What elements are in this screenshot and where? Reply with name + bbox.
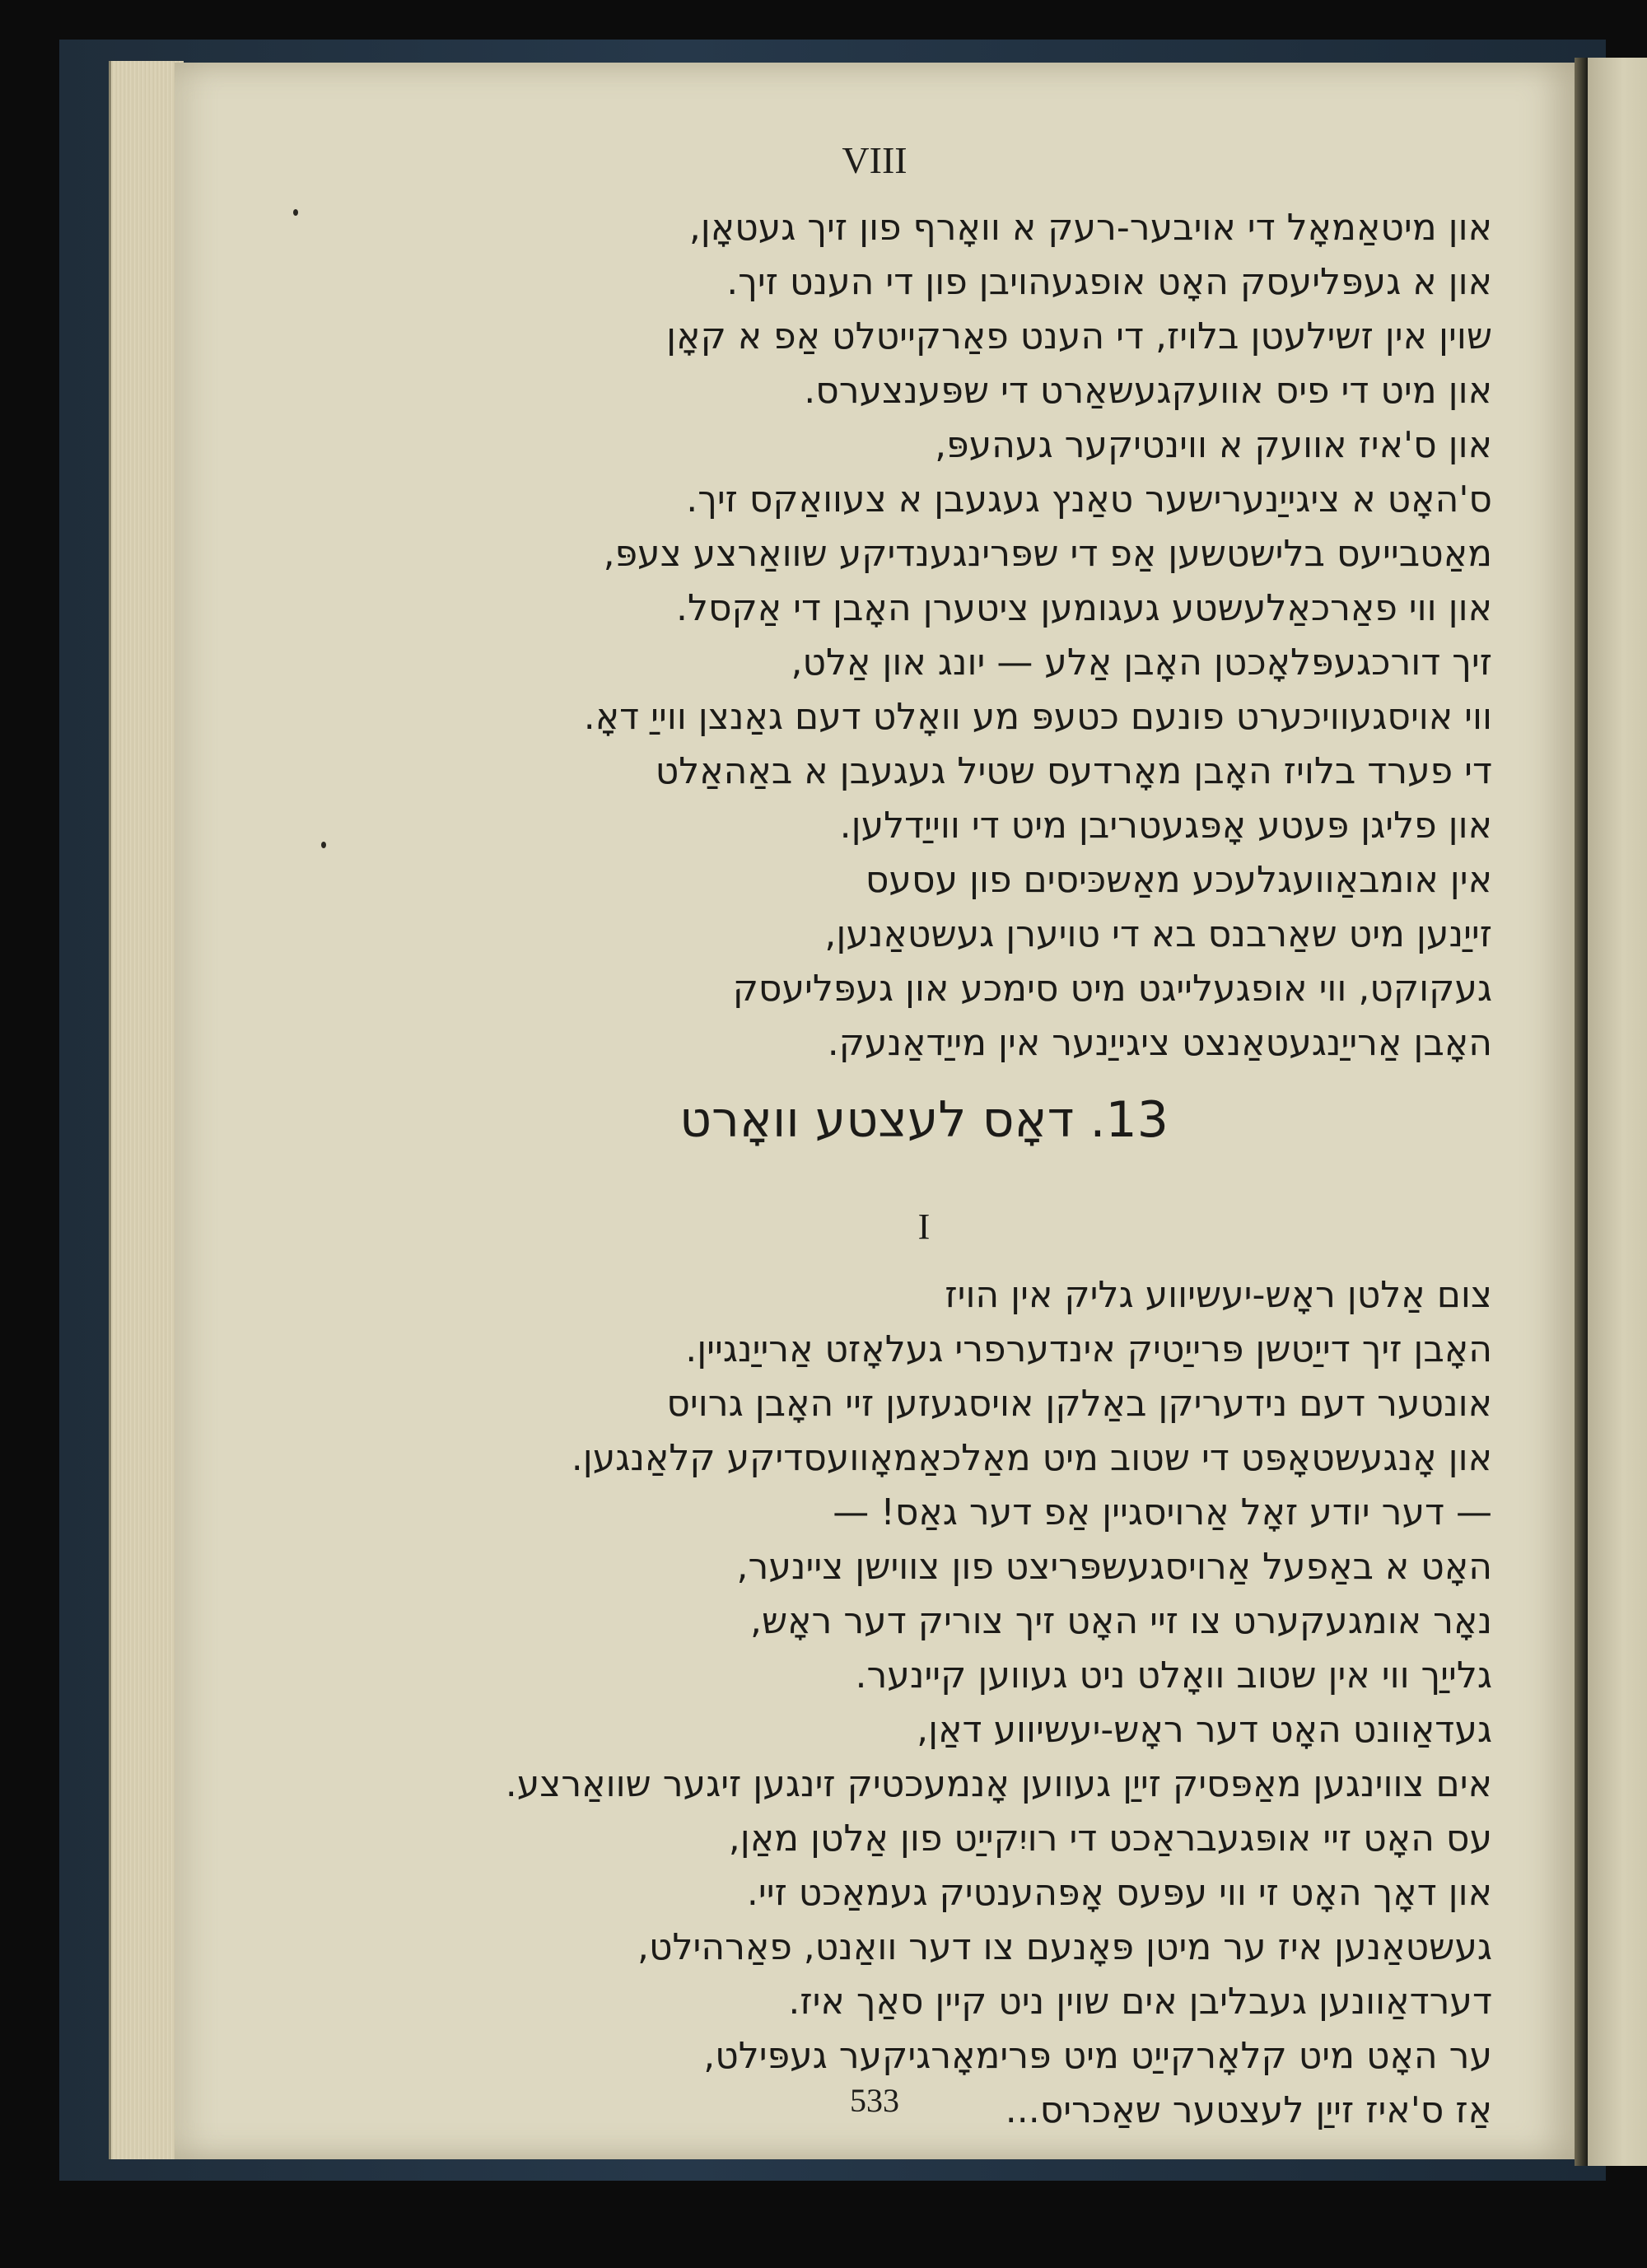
ink-mark xyxy=(293,209,298,216)
poem-line: און מיט די פיס אוועקגעשאַרט די שפּענצערס. xyxy=(804,370,1492,412)
poem-line: האָבן אַרייַנגעטאַנצט ציגייַנער אין מייַדאַנעק. xyxy=(827,1022,1492,1064)
poem-line: די פערד בלויז האָבן מאָרדעס שטיל געגעבן א באַהאַלט xyxy=(655,750,1492,792)
poem-line: — דער יודע זאָל אַרויסגיין אַפ דער גאַס! — xyxy=(833,1491,1492,1533)
poem-line: זיך דורכגעפּלאָכטן האָבן אַלע — יונג און אַלט, xyxy=(791,642,1492,684)
poem-line: און פליגן פּעטע אָפּגעטריבן מיט די ווייַדלען. xyxy=(839,805,1492,847)
poem-line: און ס'איז אוועק א ווינטיקער געהעפּ, xyxy=(935,424,1492,466)
running-head: VIII xyxy=(842,139,907,181)
poem-line: און א געפּליעסק האָט אופגעהויבן פון די הענט זיך. xyxy=(726,261,1492,303)
section-heading-block xyxy=(356,1071,1492,1202)
poem-line: געדאַוונט האָט דער ראָש-יעשיווע דאַן, xyxy=(917,1709,1492,1751)
poem-line: שוין אין זשילעטן בלויז, די הענט פאַרקייטלט אַפ א קאָן xyxy=(666,315,1492,357)
book-page xyxy=(175,63,1575,2159)
text-block xyxy=(356,201,1492,2138)
poem-line: אונטער דעם נידעריקן באַלקן אויסגעזען זיי האָבן גרויס xyxy=(666,1383,1492,1425)
poem-line: און מיטאַמאָל די אויבער-רעק א וואָרף פון זיך געטאָן, xyxy=(688,207,1492,249)
poem-line: מאַטבייעס בלישטשען אַפ די שפּרינגענדיקע שוואַרצע צעפּ, xyxy=(603,533,1492,575)
section-number: I xyxy=(917,1206,931,1247)
poem-line: זייַנען מיט שאַרבנס בא די טויערן געשטאַנען, xyxy=(824,913,1492,955)
section-heading: 13. דאָס לעצטע וואָרט xyxy=(679,1091,1169,1149)
book-gutter xyxy=(1575,58,1588,2166)
poem-line: אַז ס'איז זייַן לעצטער שאַכריס... xyxy=(1005,2089,1492,2131)
poem-line: האָבן זיך דייַטשן פּרייַטיק אינדערפרי געלאָזט אַרייַנגיין. xyxy=(685,1328,1492,1370)
adjacent-page xyxy=(1588,58,1647,2166)
poem-line: דערדאַוונען געבליבן אים שוין ניט קיין סאַך איז. xyxy=(788,1981,1492,2023)
poem-line: עס האָט זיי אופּגעבראַכט די רויִקייַט פון אַלטן מאַן, xyxy=(728,1818,1492,1860)
poem-line: געקוקט, ווי אופגעלייגט מיט סימכע און געפּליעסק xyxy=(732,968,1492,1010)
poem-line: און אָנגעשטאָפּט די שטוב מיט מאַלכאַמאָוועסדיקע קלאַנגען. xyxy=(571,1437,1492,1479)
poem-line: און ווי פאַרכאַלעשטע געגומען ציטערן האָבן די אַקסל. xyxy=(676,587,1492,629)
poem-line: האָט א באַפעל אַרויסגעשפּריצט פון צווישן ציינער, xyxy=(736,1546,1492,1588)
poem-line: צום אַלטן ראָש-יעשיווע גליק אין הויז xyxy=(945,1274,1492,1316)
poem-line: אין אומבאַוועגלעכע מאַשכּיסים פון עסעס xyxy=(865,859,1492,901)
poem-line: געשטאַנען איז ער מיטן פּאָנעם צו דער וואַנט, פאַרהילט, xyxy=(637,1926,1492,1968)
page-number: 533 xyxy=(850,2082,899,2119)
poem-line: אים צווינגען מאַפּסיק זייַן געווען אָנמעכטיק זינגען זיגער שוואַרצע. xyxy=(505,1763,1492,1805)
poem-line: ער האָט מיט קלאָרקייַט מיט פּרימאָרגיקער געפּילט, xyxy=(703,2035,1492,2077)
poem-line: און דאָך האָט זי ווי עפּעס אָפּהענטיק געמאַכט זיי. xyxy=(746,1872,1492,1914)
poem-line: ווי אויסגעוויכערט פונעם כטעפּ מע וואָלט דעם גאַנצן ווייַ דאָ. xyxy=(583,696,1492,738)
ink-mark xyxy=(321,842,326,848)
page-edges xyxy=(109,61,184,2159)
poem-line: נאָר אומגעקערט צו זיי האָט זיך צוריק דער ראָש, xyxy=(749,1600,1492,1642)
poem-line: ס'האָט א ציגייַנערישער טאַנץ געגעבן א צעוואַקס זיך. xyxy=(686,478,1492,520)
poem-line: גלייַך ווי אין שטוב וואָלט ניט געווען קיינער. xyxy=(855,1654,1492,1696)
